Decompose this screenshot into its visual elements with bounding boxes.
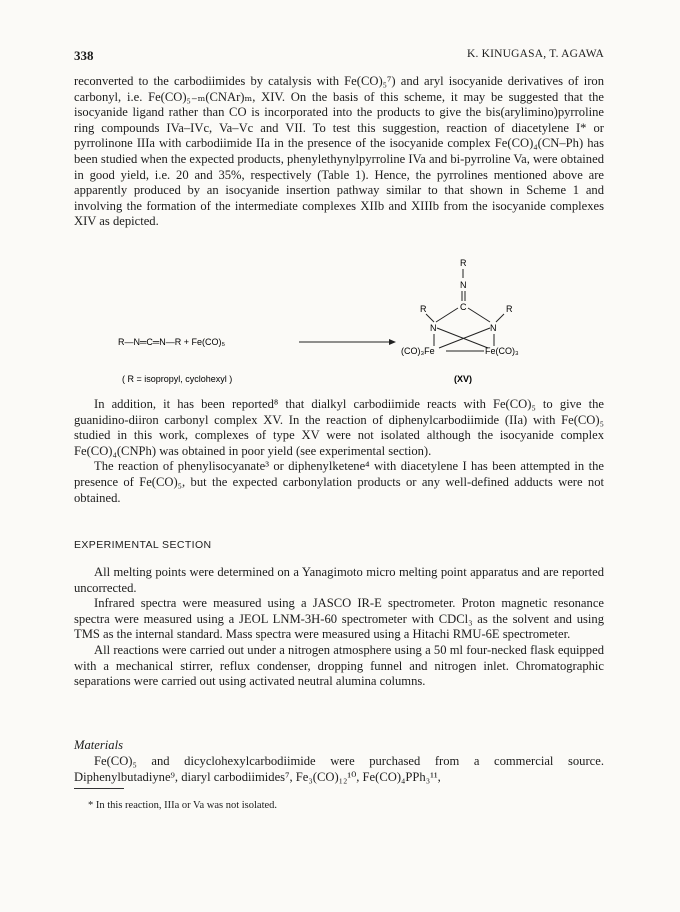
paragraph-text: In addition, it has been reported⁸ that dialkyl carbodiimide reacts with Fe(CO)₅ to give the guanidino-diiron carbonyl complex XV. In the reaction of diphenylcarbodiimide (IIa) with Fe(CO)₅ studied in this work, complexes of type XV were not isolated although the isocyanide complex Fe(CO)₄(CNPh) was obtained in poor yield (see experimental section).	[74, 397, 604, 458]
fe-right: Fe(CO)₃	[485, 346, 519, 356]
bond	[426, 314, 434, 322]
page-number: 338	[74, 48, 94, 63]
reaction-arrowhead	[389, 339, 396, 345]
bond	[436, 308, 458, 322]
n-left: N	[430, 323, 437, 333]
paragraph-intro	[74, 74, 604, 230]
c-center: C	[460, 302, 467, 312]
paragraph-text: The reaction of phenylisocyanate³ or diphenylketene⁴ with diacetylene I has been attempted in the presence of Fe(CO)₅, but the expected carbonylation products or any well-defined adducts were not obtained.	[74, 459, 604, 505]
bond	[468, 308, 490, 322]
subsection-title: Materials	[74, 738, 123, 752]
paragraph-text: Fe(CO)₅ and dicyclohexylcarbodiimide were purchased from a commercial source. Diphenylbutadiyne⁹, diaryl carbodiimides⁷, Fe₃(CO)₁₂¹⁰, Fe(CO)₄PPh₃¹¹,	[74, 754, 604, 784]
footnote-rule	[74, 788, 124, 789]
running-head: K. KINUGASA, T. AGAWA	[466, 48, 604, 60]
footnote: * In this reaction, IIIa or Va was not isolated.	[88, 800, 278, 811]
paragraph-block	[74, 397, 604, 506]
condition-label: ( R = isopropyl, cyclohexyl )	[122, 374, 233, 384]
section-title: EXPERIMENTAL SECTION	[74, 539, 212, 551]
paragraph-text: All melting points were determined on a Yanagimoto micro melting point apparatus and are reported uncorrected.	[74, 565, 604, 595]
r-top: R	[460, 258, 467, 268]
n-top: N	[460, 280, 467, 290]
compound-label: (XV)	[454, 374, 472, 384]
reaction-scheme	[74, 250, 604, 390]
paragraph-text: Infrared spectra were measured using a JASCO IR-E spectrometer. Proton magnetic resonance spectra were measured using a JEOL LNM-3H-60 spectrometer with CDCl₃ as the solvent and using TMS as the internal standard. Mass spectra were measured using a Hitachi RMU-6E spectrometer.	[74, 596, 604, 642]
bond	[437, 328, 488, 348]
experimental-block	[74, 565, 604, 690]
scheme-drawing	[74, 250, 604, 390]
r-right: R	[506, 304, 513, 314]
materials-block	[74, 754, 604, 785]
bond	[439, 328, 490, 348]
n-right: N	[490, 323, 497, 333]
bond	[496, 314, 504, 322]
fe-left: (CO)₃Fe	[401, 346, 435, 356]
reactant-label: R—N═C═N—R + Fe(CO)₅	[118, 337, 226, 347]
r-left: R	[420, 304, 427, 314]
paragraph-text: All reactions were carried out under a nitrogen atmosphere using a 50 ml four-necked flask equipped with a mechanical stirrer, reflux condenser, dropping funnel and nitrogen inlet. Chromatographic separations were carried out using activated neutral alumina columns.	[74, 642, 604, 689]
paragraph-text: reconverted to the carbodiimides by catalysis with Fe(CO)₅⁷) and aryl isocyanide derivatives of iron carbonyl, i.e. Fe(CO)₅₋ₘ(CNAr)ₘ, XIV. On the basis of this scheme, it may be suggested that the isocyanide ligand rather than CO is incorporated into the products to give the bis(arylimino)pyrroline ring compounds IVa–IVc, Va–Vc and VII. To test this suggestion, reaction of diacetylene I* or pyrrolinone IIIa with carbodiimide IIa in the presence of the isocyanide complex Fe(CO)₄(CN–Ph) has been studied when the expected products, phenylethynylpyrroline IVa and bi-pyrroline Va, were obtained in good yield, i.e. 20 and 35%, respectively (Table 1). Hence, the pyrrolines mentioned above are apparently produced by an isocyanide insertion pathway similar to that shown in Scheme 1 and involving the formation of the intermediate complexes XIIb and XIIIb from the isocyanide complexes XIV as depicted.	[74, 74, 604, 229]
